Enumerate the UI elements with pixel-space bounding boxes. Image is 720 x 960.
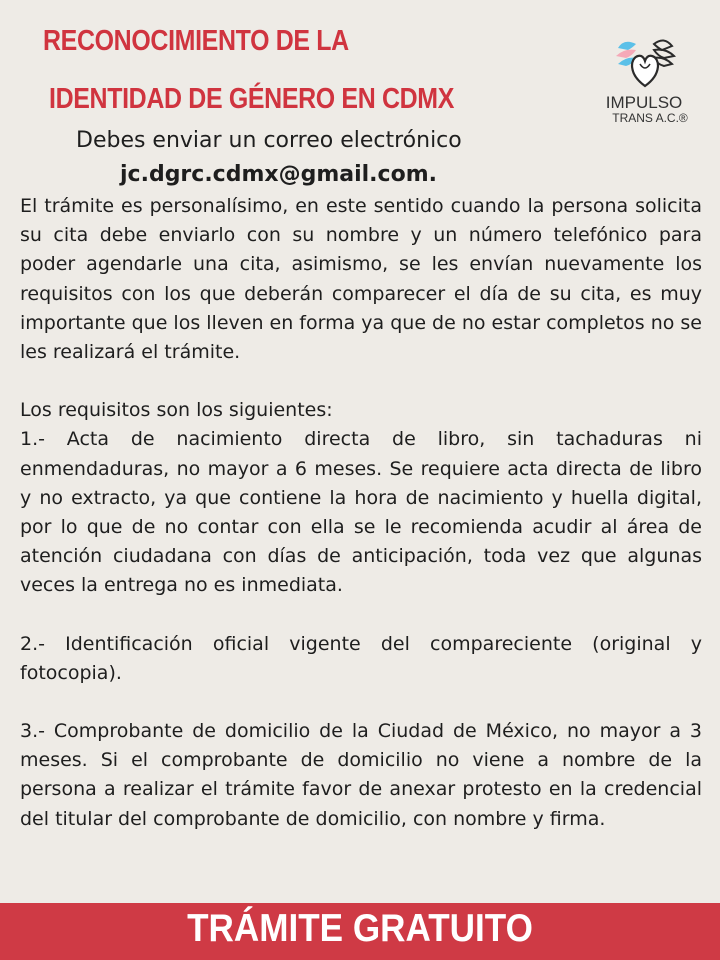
requirement-2: 2.- Identificación oficial vigente del compareciente (original y fotocopia). xyxy=(20,632,702,684)
contact-email[interactable]: jc.dgrc.cdmx@gmail.com. xyxy=(120,162,437,187)
body-text xyxy=(20,192,702,834)
intro-paragraph: El trámite es personalísimo, en este sentido cuando la persona solicita su cita debe enviarlo con su nombre y un número telefónico para poder agendarle una cita, asimismo, se les envían nuevamente los requisitos con los que deberán comparecer el día de su cita, es muy importante que los lleven en forma ya que de no estar completos no se les realizará el trámite. xyxy=(20,195,702,364)
requirement-3: 3.- Comprobante de domicilio de la Ciudad de México, no mayor a 3 meses. Si el comprobante de domicilio no viene a nombre de la persona a realizar el trámite favor de anexar protesto en la credencial del titular del comprobante de domicilio, con nombre y firma. xyxy=(20,720,702,830)
title-line-1: RECONOCIMIENTO DE LA xyxy=(43,25,349,57)
impulso-trans-logo xyxy=(596,34,692,130)
title-line-2: IDENTIDAD DE GÉNERO EN CDMX xyxy=(49,83,455,115)
footer-banner xyxy=(0,903,720,960)
logo-subtitle: TRANS A.C.® xyxy=(612,111,688,125)
requirement-1: 1.- Acta de nacimiento directa de libro, sin tachaduras ni enmendaduras, no mayor a 6 meses. Se requiere acta directa de libro y no extracto, ya que contiene la hora de nacimiento y huella digital, por lo que de no contar con ella se le recomienda acudir al área de atención ciudadana con días de anticipación, toda vez que algunas veces la entrega no es inmediata. xyxy=(20,428,702,597)
requirements-heading: Los requisitos son los siguientes: xyxy=(20,399,333,422)
winged-hands-heart-icon xyxy=(614,34,676,90)
footer-label: TRÁMITE GRATUITO xyxy=(187,907,533,950)
email-instruction: Debes enviar un correo electrónico xyxy=(76,128,462,153)
logo-name: IMPULSO xyxy=(605,93,683,112)
